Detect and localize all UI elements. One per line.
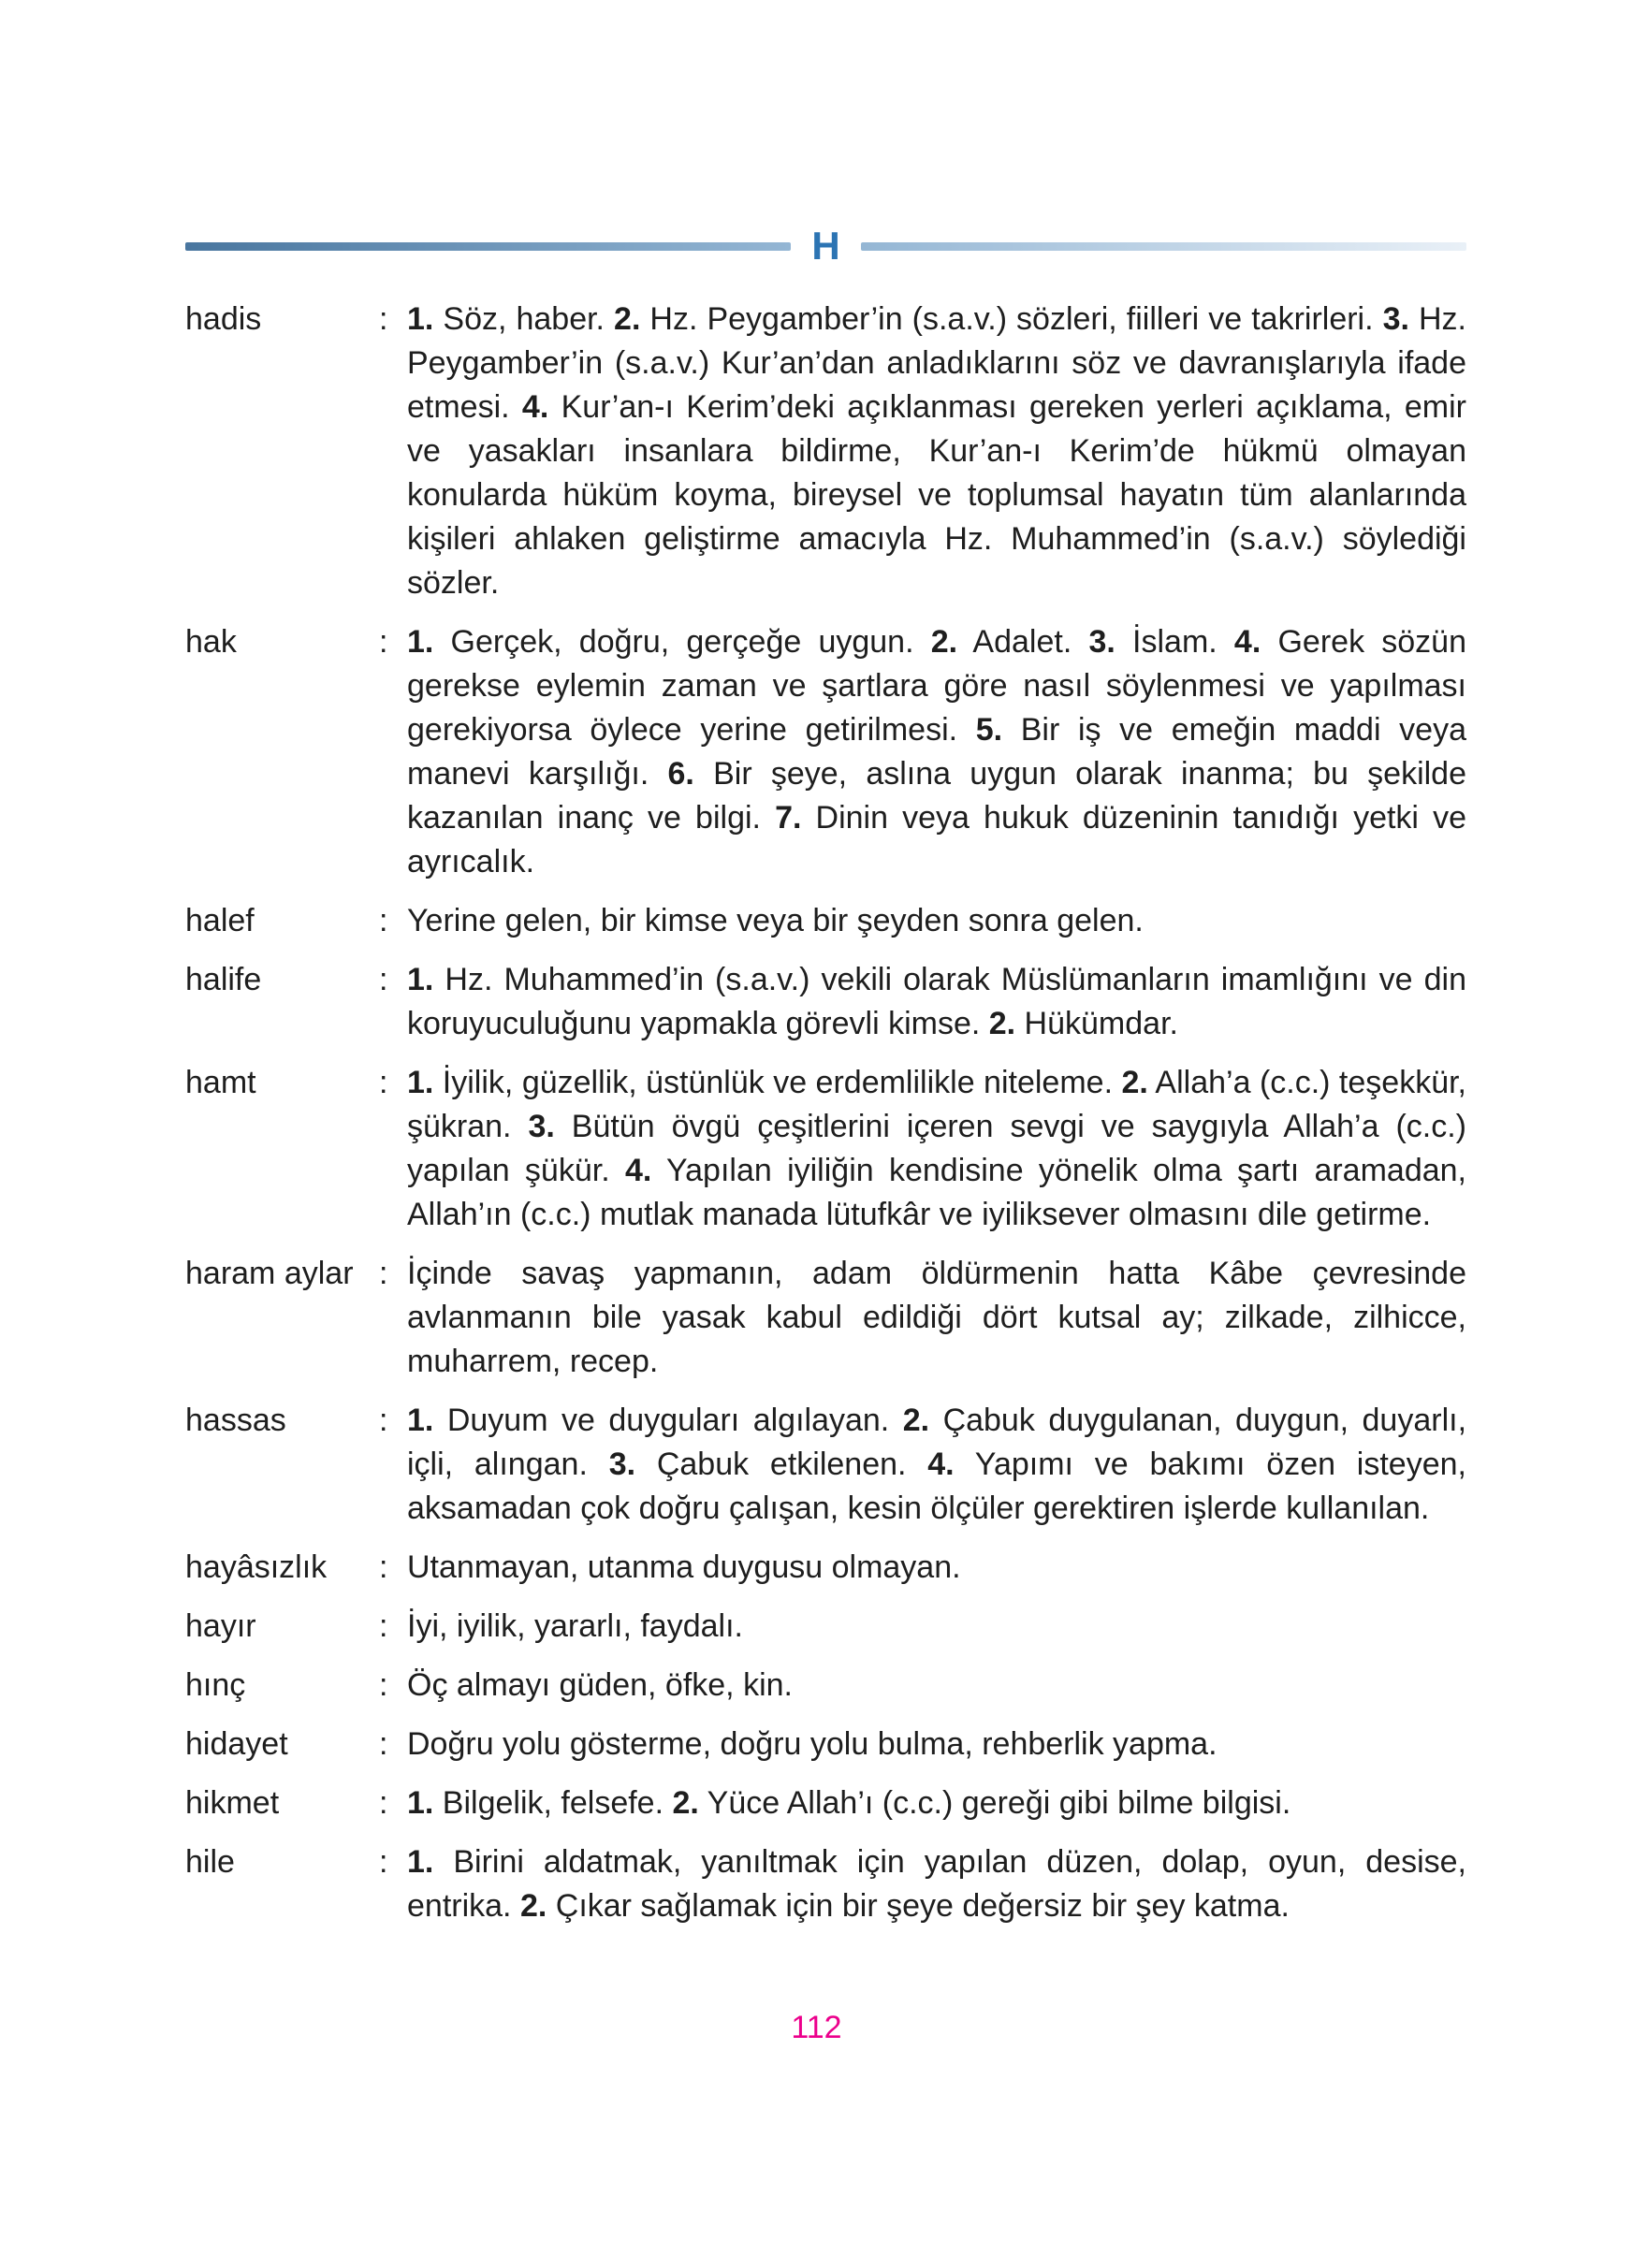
entry-term: haram aylar <box>185 1256 354 1291</box>
entry-term: hidayet <box>185 1726 288 1762</box>
dictionary-entry <box>185 1723 1466 1766</box>
entry-colon: : <box>379 962 388 997</box>
dictionary-entry <box>185 1061 1466 1237</box>
entry-list <box>185 298 1466 1928</box>
entry-term: hak <box>185 624 237 660</box>
entry-definition: 1. Hz. Muhammed’in (s.a.v.) vekili olarak Müslümanların imamlığını ve din koruyuculuğunu yapmakla görevli kimse. 2. Hükümdar. <box>407 962 1466 1041</box>
dictionary-entry <box>185 620 1466 884</box>
entry-colon: : <box>379 301 388 337</box>
dictionary-entry <box>185 1546 1466 1590</box>
dictionary-entry <box>185 298 1466 605</box>
entry-definition: 1. Söz, haber. 2. Hz. Peygamber’in (s.a.v.) sözleri, fiilleri ve takrirleri. 3. Hz. Peygamber’in (s.a.v.) Kur’an’dan anladıklarını söz ve davranışlarıyla ifade etmesi. 4. Kur’an-ı Kerim’deki açıklanması gereken yerleri açıklama, emir ve yasakları insanlara bildirme, Kur’an-ı Kerim’de hükmü olmayan konularda hüküm koyma, bireysel ve toplumsal hayatın tüm alanlarında kişileri ahlaken geliştirme amacıyla Hz. Muhammed’in (s.a.v.) söylediği sözler. <box>407 301 1466 601</box>
entry-colon: : <box>379 1608 388 1644</box>
entry-definition: 1. Birini aldatmak, yanıltmak için yapılan düzen, dolap, oyun, desise, entrika. 2. Çıkar sağlamak için bir şeye değersiz bir şey katma. <box>407 1844 1466 1924</box>
entry-definition: 1. Bilgelik, felsefe. 2. Yüce Allah’ı (c.c.) gereği gibi bilme bilgisi. <box>407 1785 1291 1821</box>
section-letter: H <box>811 224 840 268</box>
entry-colon: : <box>379 1065 388 1100</box>
entry-definition: Doğru yolu gösterme, doğru yolu bulma, rehberlik yapma. <box>407 1726 1217 1762</box>
entry-definition: Yerine gelen, bir kimse veya bir şeyden sonra gelen. <box>407 903 1144 938</box>
entry-colon: : <box>379 1785 388 1821</box>
entry-colon: : <box>379 1844 388 1880</box>
entry-definition: İyi, iyilik, yararlı, faydalı. <box>407 1608 743 1644</box>
page-content <box>185 226 1466 1943</box>
entry-definition: 1. Duyum ve duyguları algılayan. 2. Çabuk duygulanan, duygun, duyarlı, içli, alıngan. 3. Çabuk etkilenen. 4. Yapımı ve bakımı özen isteyen, aksamadan çok doğru çalışan, kesin ölçüler gerektiren işlerde kullanılan. <box>407 1403 1467 1526</box>
dictionary-entry <box>185 1781 1466 1825</box>
entry-term: hikmet <box>185 1785 280 1821</box>
entry-colon: : <box>379 624 388 660</box>
header-rule-right <box>861 242 1466 251</box>
entry-colon: : <box>379 1549 388 1585</box>
dictionary-entry <box>185 1840 1466 1928</box>
dictionary-entry <box>185 1399 1466 1531</box>
dictionary-entry <box>185 1664 1466 1708</box>
entry-definition: 1. Gerçek, doğru, gerçeğe uygun. 2. Adalet. 3. İslam. 4. Gerek sözün gerekse eylemin zaman ve şartlara göre nasıl söylenmesi ve yapılması gerekiyorsa öylece yerine getirilmesi. 5. Bir iş ve emeğin maddi veya manevi karşılığı. 6. Bir şeye, aslına uygun olarak inanma; bu şekilde kazanılan inanç ve bilgi. 7. Dinin veya hukuk düzeninin tanıdığı yetki ve ayrıcalık. <box>407 624 1466 880</box>
dictionary-entry <box>185 899 1466 943</box>
entry-definition: 1. İyilik, güzellik, üstünlük ve erdemlilikle niteleme. 2. Allah’a (c.c.) teşekkür, şükran. 3. Bütün övgü çeşitlerini içeren sevgi ve saygıyla Allah’a (c.c.) yapılan şükür. 4. Yapılan iyiliğin kendisine yönelik olma şartı aramadan, Allah’ın (c.c.) mutlak manada lütufkâr ve iyiliksever olmasını dile getirme. <box>407 1065 1466 1232</box>
page-number: 112 <box>791 2010 842 2045</box>
entry-term: halife <box>185 962 262 997</box>
entry-colon: : <box>379 1256 388 1291</box>
entry-colon: : <box>379 903 388 938</box>
dictionary-entry <box>185 958 1466 1046</box>
entry-definition: Utanmayan, utanma duygusu olmayan. <box>407 1549 961 1585</box>
entry-term: halef <box>185 903 255 938</box>
entry-term: hamt <box>185 1065 256 1100</box>
entry-definition: Öç almayı güden, öfke, kin. <box>407 1667 793 1703</box>
dictionary-entry <box>185 1252 1466 1384</box>
entry-term: hile <box>185 1844 235 1880</box>
entry-term: hınç <box>185 1667 246 1703</box>
entry-term: hayır <box>185 1608 256 1644</box>
entry-definition: İçinde savaş yapmanın, adam öldürmenin hatta Kâbe çevresinde avlanmanın bile yasak kabul edildiği dört kutsal ay; zilkade, zilhicce, muharrem, recep. <box>407 1256 1466 1379</box>
entry-colon: : <box>379 1667 388 1703</box>
entry-term: hassas <box>185 1403 286 1438</box>
entry-term: hayâsızlık <box>185 1549 328 1585</box>
entry-term: hadis <box>185 301 262 337</box>
entry-colon: : <box>379 1403 388 1438</box>
entry-colon: : <box>379 1726 388 1762</box>
section-header <box>185 226 1466 266</box>
header-rule-left <box>185 242 791 251</box>
dictionary-entry <box>185 1605 1466 1649</box>
